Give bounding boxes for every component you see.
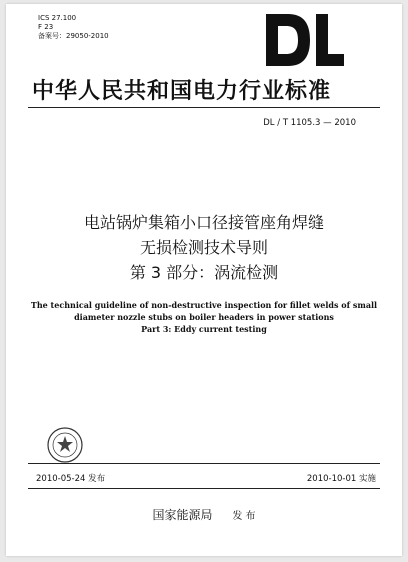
title-zh-line1: 电站锅炉集箱小口径接管座角焊缝 (83, 213, 324, 232)
dl-logo-icon (266, 14, 344, 66)
effective-date: 2010-10-01 实施 (306, 474, 376, 484)
publish-date: 2010-05-24 发布 (36, 474, 106, 484)
footer-divider-top (28, 463, 380, 464)
title-en-line3: Part 3: Eddy current testing (141, 324, 267, 334)
footer-divider-bottom (28, 488, 380, 489)
record-number: 备案号：29050-2010 (38, 32, 109, 40)
seal-icon (46, 426, 84, 464)
document-cover (6, 4, 402, 556)
title-en-line2: diameter nozzle stubs on boiler headers in power stations (74, 312, 334, 322)
organization-title: 中华人民共和国电力行业标准 (32, 79, 332, 104)
header-divider (28, 107, 380, 108)
issuer-name: 国家能源局 (152, 508, 213, 522)
standard-number: DL / T 1105.3 — 2010 (263, 118, 356, 128)
ics-code: ICS 27.100 (38, 14, 77, 22)
issuer-action: 发 布 (232, 511, 256, 522)
title-zh-line2: 无损检测技术导则 (139, 238, 268, 257)
issuer-line (6, 506, 402, 523)
title-en-line1: The technical guideline of non-destructive inspection for fillet welds of small (30, 300, 378, 310)
title-zh-line3: 第 3 部分：涡流检测 (129, 263, 279, 282)
category-code: F 23 (38, 23, 54, 31)
dl-logo (264, 12, 346, 68)
